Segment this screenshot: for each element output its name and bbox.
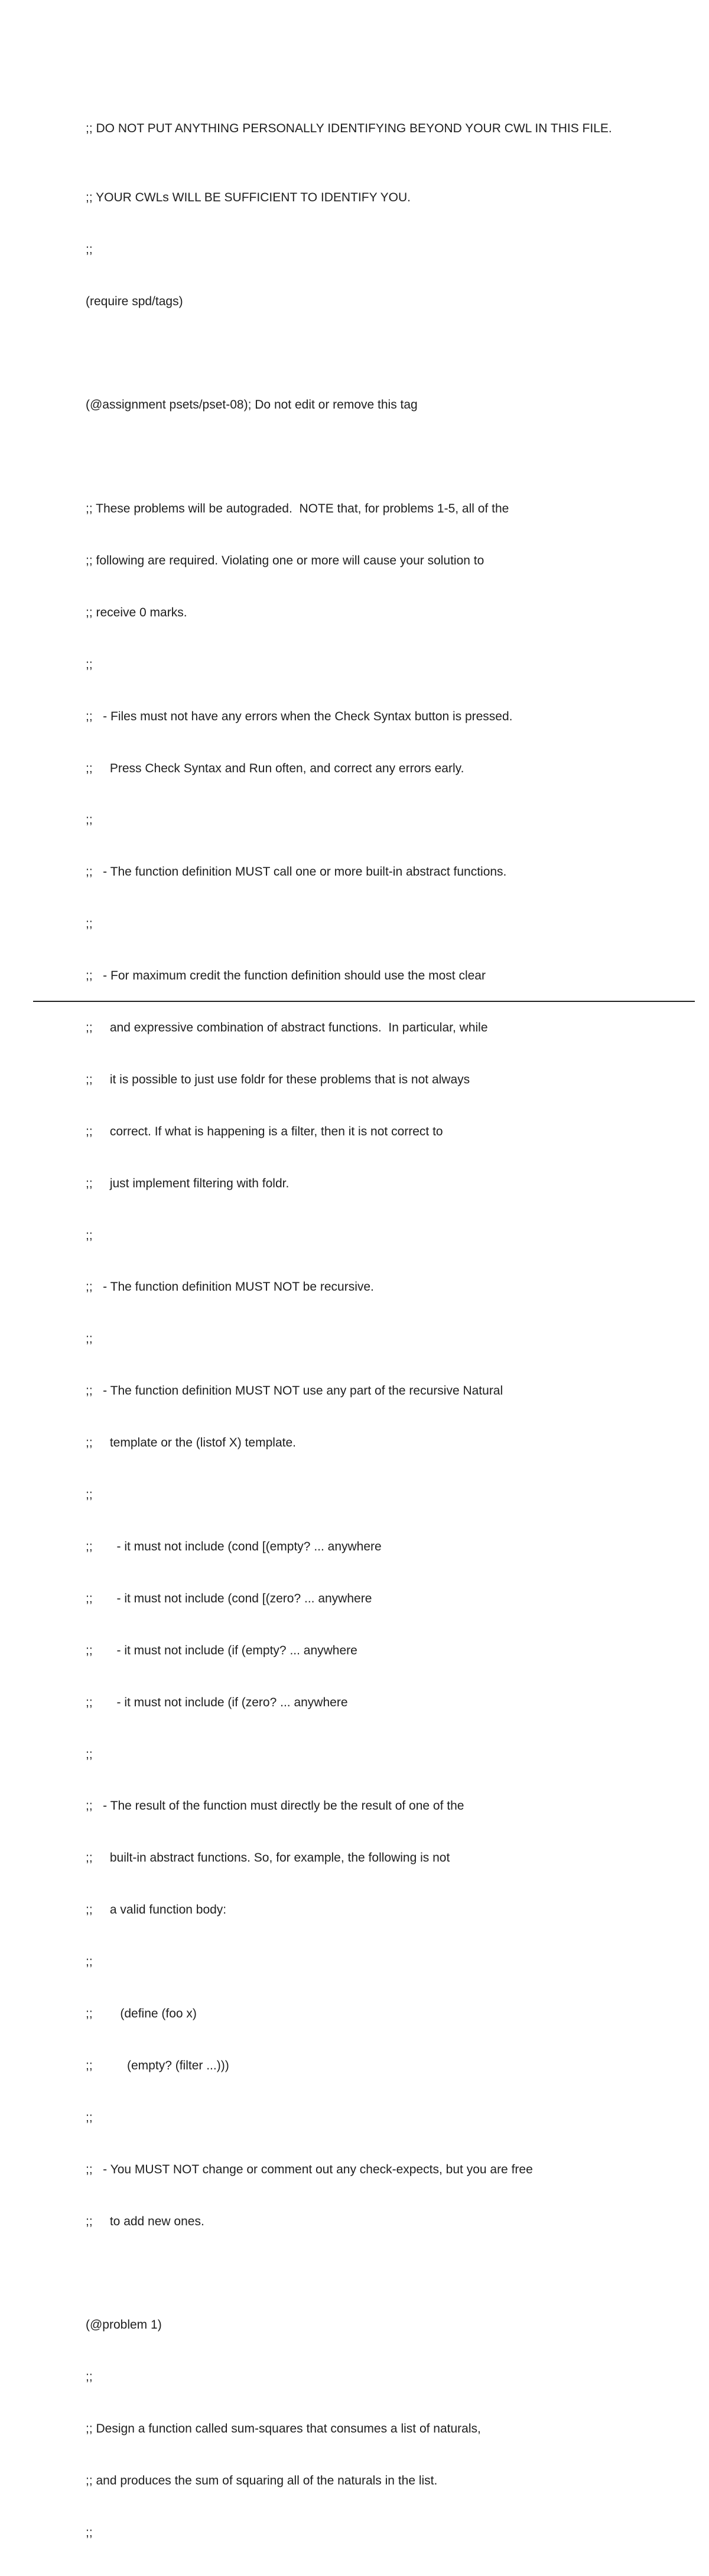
doc-line: ;;	[86, 657, 93, 671]
doc-line: ;; - The function definition MUST call one or more built-in abstract functions.	[86, 865, 507, 879]
doc-line: ;;	[86, 2525, 93, 2539]
doc-line: ;;	[86, 1332, 93, 1346]
doc-line: ;; - For maximum credit the function definition should use the most clear	[86, 969, 486, 983]
doc-line: ;; (define (foo x)	[86, 2006, 197, 2020]
doc-line: ;;	[86, 2370, 93, 2384]
doc-line: ;; just implement filtering with foldr.	[86, 1176, 290, 1190]
doc-line: ;; to add new ones.	[86, 2214, 204, 2228]
document-body	[86, 85, 677, 2576]
doc-line: ;;	[86, 813, 93, 827]
doc-line: ;; Design a function called sum-squares that consumes a list of naturals,	[86, 2422, 481, 2436]
doc-line: ;;	[86, 1955, 93, 1969]
doc-line: ;; - it must not include (if (empty? ... anywhere	[86, 1643, 357, 1657]
doc-line: (require spd/tags)	[86, 294, 183, 308]
doc-line: ;; - it must not include (cond [(empty? ... anywhere	[86, 1539, 382, 1553]
doc-line: ;; YOUR CWLs WILL BE SUFFICIENT TO IDENTIFY YOU.	[86, 190, 411, 204]
doc-line: ;; it is possible to just use foldr for these problems that is not always	[86, 1072, 470, 1086]
doc-line: ;; receive 0 marks.	[86, 605, 187, 619]
doc-line: ;; template or the (listof X) template.	[86, 1436, 296, 1450]
doc-line: ;;	[86, 917, 93, 931]
doc-line: ;; a valid function body:	[86, 1903, 227, 1917]
page-bottom-rule	[33, 1001, 695, 1002]
doc-line: ;; built-in abstract functions. So, for example, the following is not	[86, 1851, 450, 1865]
doc-line	[86, 344, 677, 361]
doc-line	[86, 2264, 677, 2281]
doc-line: ;; Press Check Syntax and Run often, and correct any errors early.	[86, 761, 464, 775]
doc-line: ;;	[86, 2110, 93, 2124]
doc-line: ;; - The result of the function must directly be the result of one of the	[86, 1799, 464, 1813]
doc-line: ;; (empty? (filter ...)))	[86, 2058, 229, 2072]
doc-line: ;;	[86, 1228, 93, 1242]
doc-line: ;; following are required. Violating one or more will cause your solution to	[86, 554, 484, 568]
doc-line: ;; - Files must not have any errors when the Check Syntax button is pressed.	[86, 709, 513, 723]
doc-line	[86, 448, 677, 465]
doc-line: ;;	[86, 1488, 93, 1502]
doc-line: ;; - The function definition MUST NOT use any part of the recursive Natural	[86, 1384, 503, 1398]
doc-line: (@problem 1)	[86, 2318, 162, 2332]
doc-line: ;; and produces the sum of squaring all of the naturals in the list.	[86, 2473, 438, 2487]
doc-line: ;; These problems will be autograded. NOTE that, for problems 1-5, all of the	[86, 502, 509, 516]
doc-line: ;; - You MUST NOT change or comment out any check-expects, but you are free	[86, 2162, 533, 2176]
doc-line: ;; - The function definition MUST NOT be recursive.	[86, 1280, 374, 1294]
doc-line: ;; correct. If what is happening is a filter, then it is not correct to	[86, 1124, 443, 1138]
doc-line: ;; - it must not include (if (zero? ... anywhere	[86, 1695, 348, 1709]
doc-line: ;;	[86, 1747, 93, 1761]
doc-line: ;; and expressive combination of abstract functions. In particular, while	[86, 1021, 488, 1035]
doc-line: ;; - it must not include (cond [(zero? ... anywhere	[86, 1591, 372, 1605]
doc-line: (@assignment psets/pset-08); Do not edit or remove this tag	[86, 398, 418, 412]
doc-line: ;;	[86, 242, 93, 256]
doc-line: ;; DO NOT PUT ANYTHING PERSONALLY IDENTIFYING BEYOND YOUR CWL IN THIS FILE.	[86, 121, 612, 135]
